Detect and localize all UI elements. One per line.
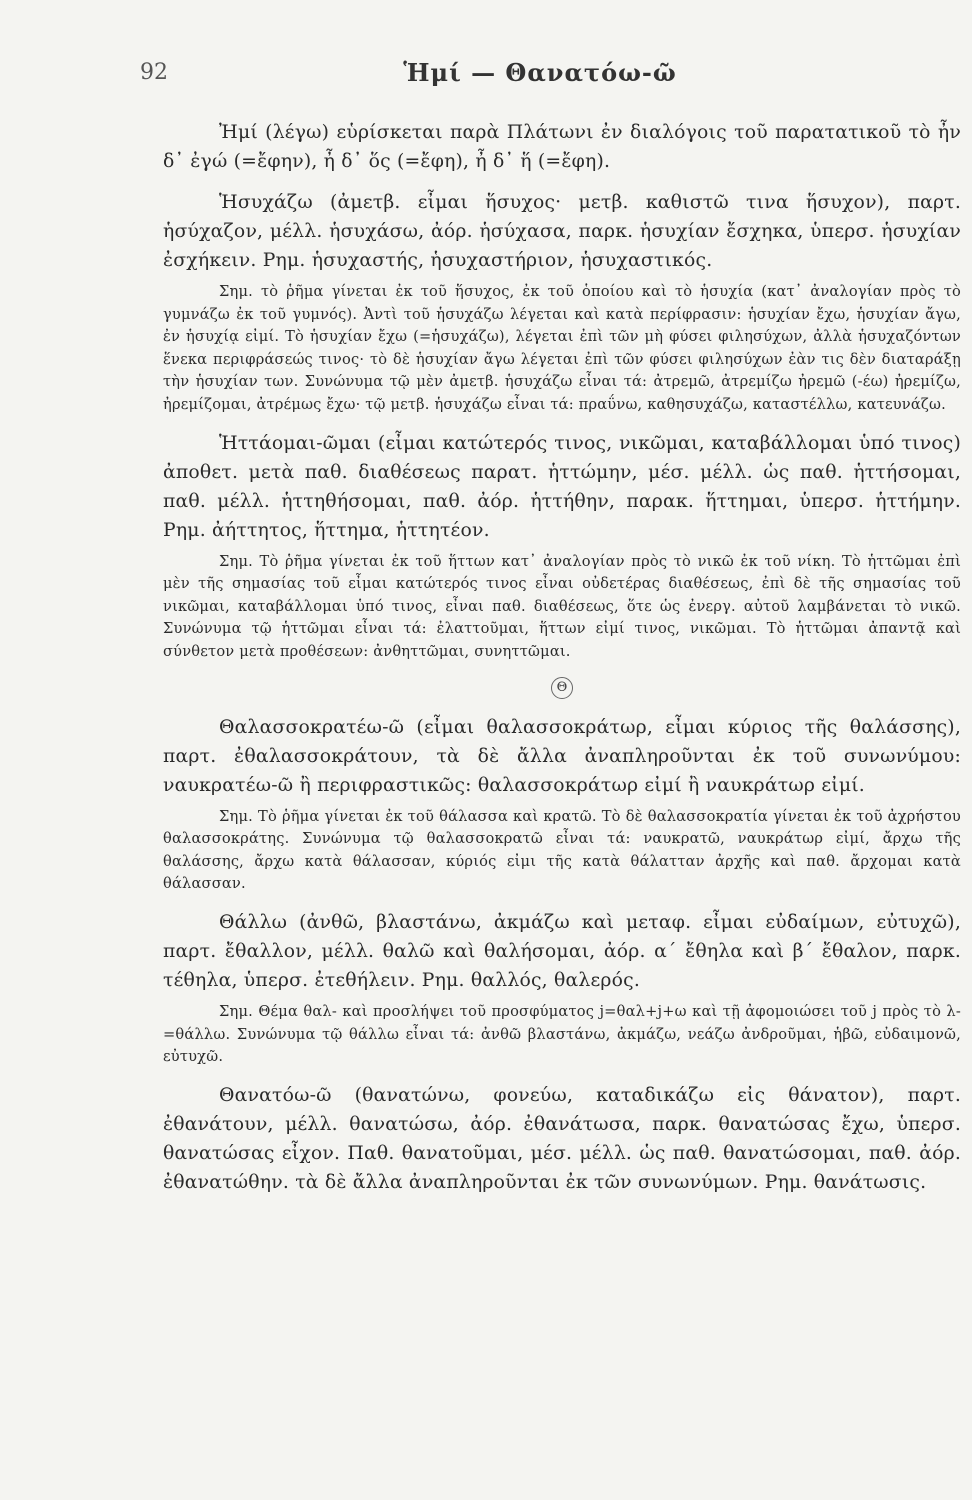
entry-note: Σημ. τὸ ῥῆμα γίνεται ἐκ τοῦ ἥσυχος, ἐκ τοῦ ὁποίου καὶ τὸ ἡσυχία (κατ᾽ ἀναλογίαν πρὸς τὸ γυμνάζω ἐκ τοῦ γυμνός). Ἀντὶ τοῦ ἡσυχάζω λέγεται καὶ κατὰ περίφρασιν: ἡσυχίαν ἔχω, ἡσυχίαν ἄγω, ἐν ἡσυχίᾳ εἰμί. Τὸ ἡσυχίαν ἔχω (=ἡσυχάζω), λέγεται ἐπὶ τῶν μὴ φύσει φιλησύχων, ἀλλὰ ἡσυχαζόντων ἕνεκα περιφράσεώς τινος· τὸ δὲ ἡσυχίαν ἄγω λέγεται ἐπὶ τῶν φύσει φιλησύχων ἐὰν τις δὲν διαταράξῃ τὴν ἡσυχίαν των. Συνώνυμα τῷ μὲν ἀμετβ. ἡσυχάζω εἶναι τά: ἀτρεμῶ, ἀτρεμίζω ἠρεμῶ (-έω) ἠρεμίζω, ἠρεμίζομαι, ἀτρέμως ἔχω· τῷ μετβ. ἡσυχάζω εἶναι τά: πραΰνω, καθησυχάζω, καταστέλλω, κατευνάζω.: [163, 283, 961, 413]
page-number: 92: [140, 60, 168, 85]
entry-text: Ἠμί (λέγω) εὑρίσκεται παρὰ Πλάτωνι ἐν διαλόγοις τοῦ παρατατικοῦ τὸ ἦν δ᾽ ἐγώ (=ἔφην), ἦ δ᾽ ὅς (=ἔφη), ἦ δ᾽ ἥ (=ἔφη).: [163, 122, 961, 172]
entry-hettaomai: [163, 429, 961, 664]
entry-hmi: [163, 118, 961, 176]
entry-thalassokrateo: [163, 713, 961, 896]
section-letter: [163, 676, 961, 699]
entry-note: Σημ. Τὸ ῥῆμα γίνεται ἐκ τοῦ θάλασσα καὶ κρατῶ. Τὸ δὲ θαλασσοκρατία γίνεται ἐκ τοῦ ἀχρήστου θαλασσοκράτης. Συνώνυμα τῷ θαλασσοκρατῶ εἶναι τά: ναυκρατῶ, ναυκράτωρ εἰμί, ἄρχω τῆς θαλάσσης, ἄρχω κατὰ θάλασσαν, κύριός εἰμι τῆς κατὰ θάλατταν ἀρχῆς καὶ παθ. ἄρχομαι κατὰ θάλασσαν.: [163, 807, 961, 893]
entry-text: Θάλλω (ἀνθῶ, βλαστάνω, ἀκμάζω καὶ μεταφ. εἶμαι εὐδαίμων, εὐτυχῶ), παρτ. ἔθαλλον, μέλλ. θαλῶ καὶ θαλήσομαι, ἀόρ. α΄ ἔθηλα καὶ β΄ ἔθαλον, παρκ. τέθηλα, ὑπερσ. ἐτεθήλειν. Ρημ. θαλλός, θαλερός.: [163, 911, 961, 991]
section-letter-label: Θ: [551, 677, 573, 699]
entry-text: Ἡσυχάζω (ἀμετβ. εἶμαι ἥσυχος· μετβ. καθιστῶ τινα ἥσυχον), παρτ. ἡσύχαζον, μέλλ. ἡσυχάσω, ἀόρ. ἡσύχασα, παρκ. ἡσυχίαν ἔσχηκα, ὑπερσ. ἡσυχίαν ἐσχήκειν. Ρημ. ἡσυχαστής, ἡσυχαστήριον, ἡσυχαστικός.: [163, 192, 961, 271]
running-head: [140, 58, 940, 94]
entry-text: Θαλασσοκρατέω-ῶ (εἶμαι θαλασσοκράτωρ, εἶμαι κύριος τῆς θαλάσσης), παρτ. ἐθαλασσοκράτουν, τὰ δὲ ἄλλα ἀναπληροῦνται ἐκ τοῦ συνωνύμου: ναυκρατέω-ῶ ἢ περιφραστικῶς: θαλασσοκράτωρ εἰμί ἢ ναυκράτωρ εἰμί.: [163, 716, 961, 796]
entry-hesychazo: [163, 188, 961, 417]
header-title: Ἡμί — Θανατόω-ῶ: [403, 58, 677, 87]
entry-text: Ἡττάομαι-ῶμαι (εἶμαι κατώτερός τινος, νικῶμαι, καταβάλλομαι ὑπό τινος) ἀποθετ. μετὰ παθ. διαθέσεως παρατ. ἡττώμην, μέσ. μέλλ. ὡς παθ. ἡττήσομαι, παθ. μέλλ. ἡττηθήσομαι, παθ. ἀόρ. ἡττήθην, παρακ. ἥττημαι, ὑπερσ. ἡττήμην. Ρημ. ἀήττητος, ἥττημα, ἡττητέον.: [163, 432, 961, 541]
entry-thanatoo: [163, 1081, 961, 1197]
page-body: [163, 118, 961, 1209]
entry-thallo: [163, 908, 961, 1069]
entry-note: Σημ. Θέμα θαλ- καὶ προσλήψει τοῦ προσφύματος j=θαλ+j+ω καὶ τῇ ἀφομοιώσει τοῦ j πρὸς τὸ λ-=θάλλω. Συνώνυμα τῷ θάλλω εἶναι τά: ἀνθῶ βλαστάνω, ἀκμάζω, νεάζω ἀνδροῦμαι, ἡβῶ, εὐδαιμονῶ, εὐτυχῶ.: [163, 1002, 961, 1066]
entry-note: Σημ. Τὸ ῥῆμα γίνεται ἐκ τοῦ ἥττων κατ᾽ ἀναλογίαν πρὸς τὸ νικῶ ἐκ τοῦ νίκη. Τὸ ἡττῶμαι ἐπὶ μὲν τῆς σημασίας τοῦ εἶμαι κατώτερός τινος εἶναι οὐδετέρας διαθέσεως, ἐπὶ δὲ τῆς σημασίας τοῦ νικῶμαι, καταβάλλομαι ὑπό τινος, εἶναι παθ. διαθέσεως, ὅτε ὡς ἐνεργ. αὐτοῦ λαμβάνεται τὸ νικῶ. Συνώνυμα τῷ ἡττῶμαι εἶναι τά: ἐλαττοῦμαι, ἥττων εἰμί τινος, νικῶμαι. Τὸ ἡττῶμαι ἀπαντᾷ καὶ σύνθετον μετὰ προθέσεων: ἀνθηττῶμαι, συνηττῶμαι.: [163, 552, 961, 660]
entry-text: Θανατόω-ῶ (θανατώνω, φονεύω, καταδικάζω εἰς θάνατον), παρτ. ἐθανάτουν, μέλλ. θανατώσω, ἀόρ. ἐθανάτωσα, παρκ. θανατώσας ἔχω, ὑπερσ. θανατώσας εἶχον. Παθ. θανατοῦμαι, μέσ. μέλλ. ὡς παθ. θανατώσομαι, παθ. ἀόρ. ἐθανατώθην. τὰ δὲ ἄλλα ἀναπληροῦνται ἐκ τῶν συνωνύμων. Ρημ. θανάτωσις.: [163, 1084, 961, 1193]
